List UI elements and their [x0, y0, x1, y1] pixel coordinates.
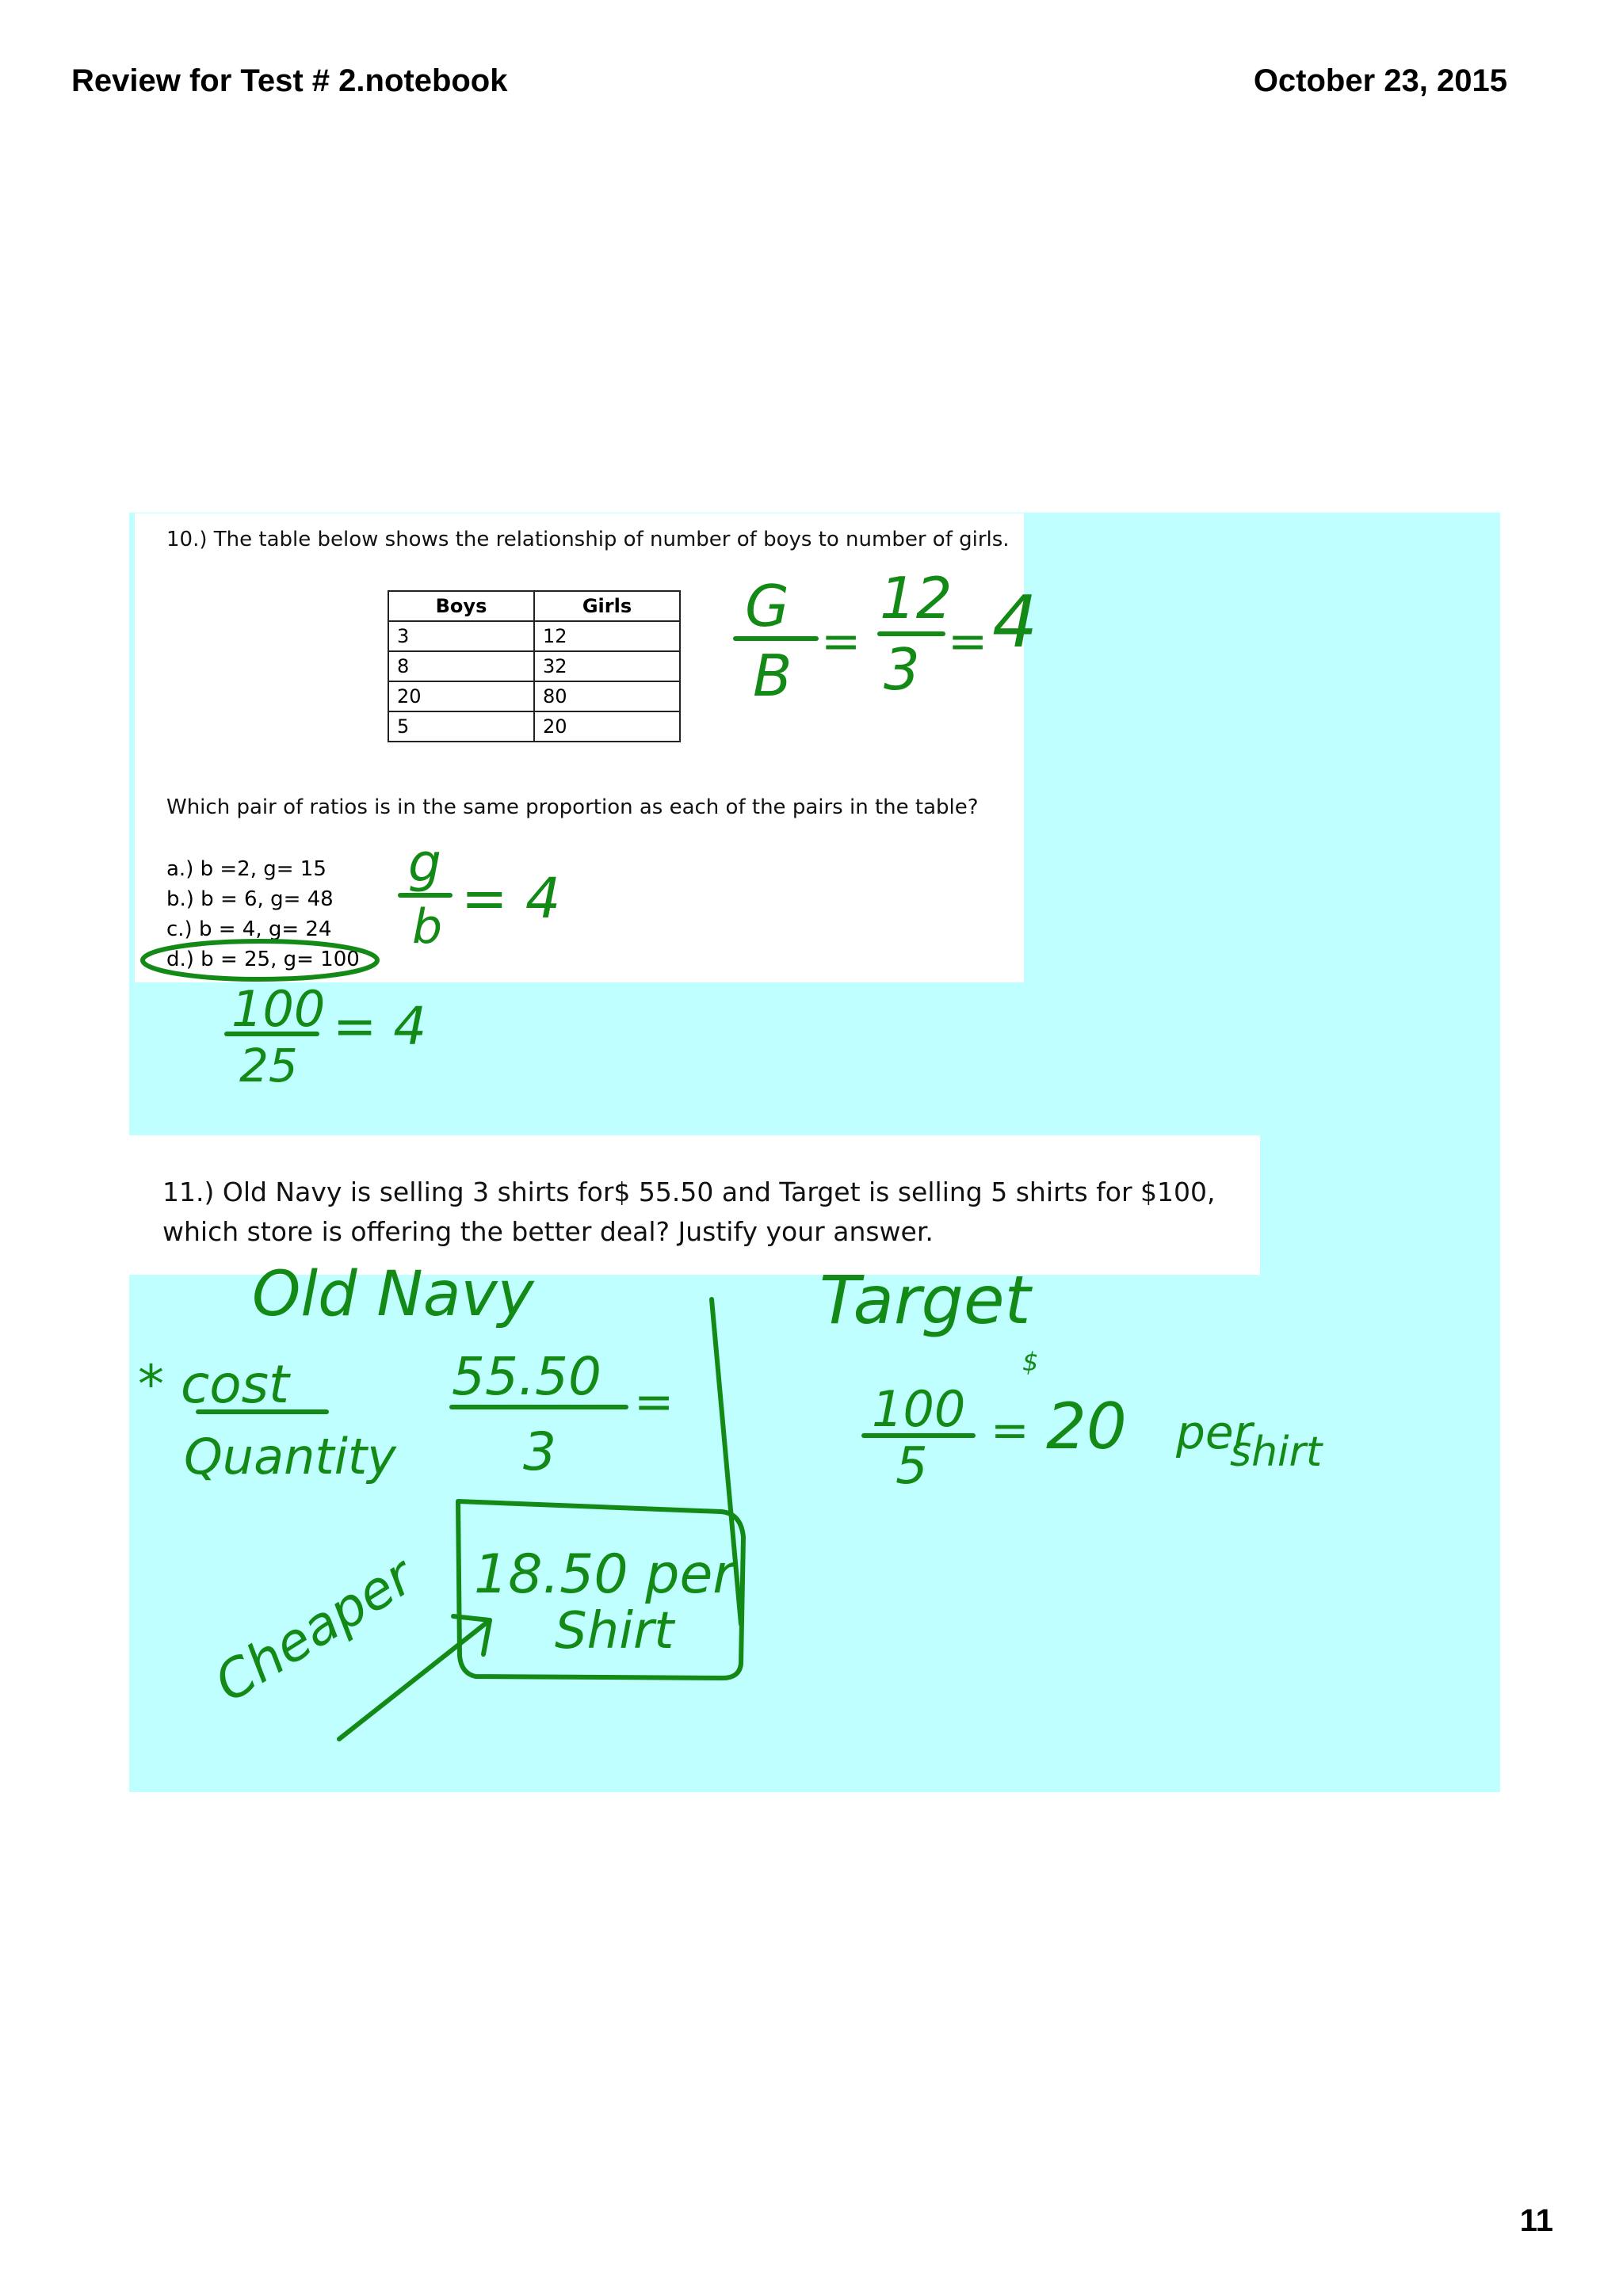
table-header-boys: Boys: [388, 591, 534, 621]
hw-25: 25: [239, 1039, 298, 1093]
hw-shirt: Shirt: [555, 1602, 674, 1661]
hw-equals-four: = 4: [333, 996, 427, 1057]
table-cell: 80: [534, 681, 680, 711]
hw-18-50-per: 18.50 per: [474, 1543, 735, 1606]
hw-cheaper: Cheaper: [204, 1545, 424, 1714]
arrow-shaft: [339, 1620, 490, 1739]
hw-100: 100: [872, 1380, 966, 1438]
hw-5: 5: [896, 1437, 928, 1496]
hw-dollar: $: [1022, 1347, 1039, 1377]
table-cell: 20: [388, 681, 534, 711]
hw-equals: =: [991, 1403, 1029, 1457]
hw-100: 100: [231, 980, 326, 1038]
option-c: c.) b = 4, g= 24: [166, 917, 332, 941]
question-10-question: Which pair of ratios is in the same proportion as each of the pairs in the table?: [166, 795, 979, 819]
table-cell: 32: [534, 651, 680, 681]
table-header-girls: Girls: [534, 591, 680, 621]
hw-per: per: [1176, 1405, 1253, 1459]
table-cell: 8: [388, 651, 534, 681]
hw-three: 3: [884, 636, 920, 703]
hw-3: 3: [523, 1421, 556, 1482]
document-date: October 23, 2015: [1253, 63, 1507, 98]
document-title: Review for Test # 2.notebook: [71, 63, 508, 98]
hw-equals: =: [821, 614, 861, 669]
hw-star-cost: * cost: [138, 1354, 289, 1415]
question-11-line-2: which store is offering the better deal? Justify your answer.: [162, 1216, 934, 1247]
hw-four: 4: [992, 581, 1038, 664]
hw-twelve: 12: [880, 565, 953, 631]
hw-g-small: g: [408, 833, 441, 894]
option-b: b.) b = 6, g= 48: [166, 887, 334, 911]
hw-equals: =: [634, 1375, 674, 1430]
hw-shirt: shirt: [1230, 1428, 1323, 1476]
question-11-line-1: 11.) Old Navy is selling 3 shirts for$ 55.50 and Target is selling 5 shirts for $100,: [162, 1177, 1216, 1207]
option-d: d.) b = 25, g= 100: [166, 948, 360, 971]
hw-equals: =: [948, 614, 988, 669]
hw-55-50: 55.50: [452, 1346, 601, 1407]
hw-target: Target: [819, 1261, 1031, 1339]
page-number: 11: [1519, 2203, 1553, 2238]
hw-g: G: [745, 573, 789, 639]
answer-circle: [143, 941, 377, 979]
hw-b: B: [753, 643, 792, 709]
question-10-prompt: 10.) The table below shows the relationship of number of boys to number of girls.: [166, 528, 1010, 551]
table-cell: 20: [534, 711, 680, 742]
hw-20: 20: [1046, 1390, 1127, 1463]
hw-old-navy: Old Navy: [252, 1259, 534, 1330]
table-cell: 12: [534, 621, 680, 651]
hw-quantity: Quantity: [184, 1428, 396, 1486]
table-cell: 3: [388, 621, 534, 651]
option-a: a.) b =2, g= 15: [166, 857, 327, 881]
hw-equals-four: = 4: [461, 866, 561, 931]
hw-b-small: b: [412, 899, 443, 955]
table-cell: 5: [388, 711, 534, 742]
